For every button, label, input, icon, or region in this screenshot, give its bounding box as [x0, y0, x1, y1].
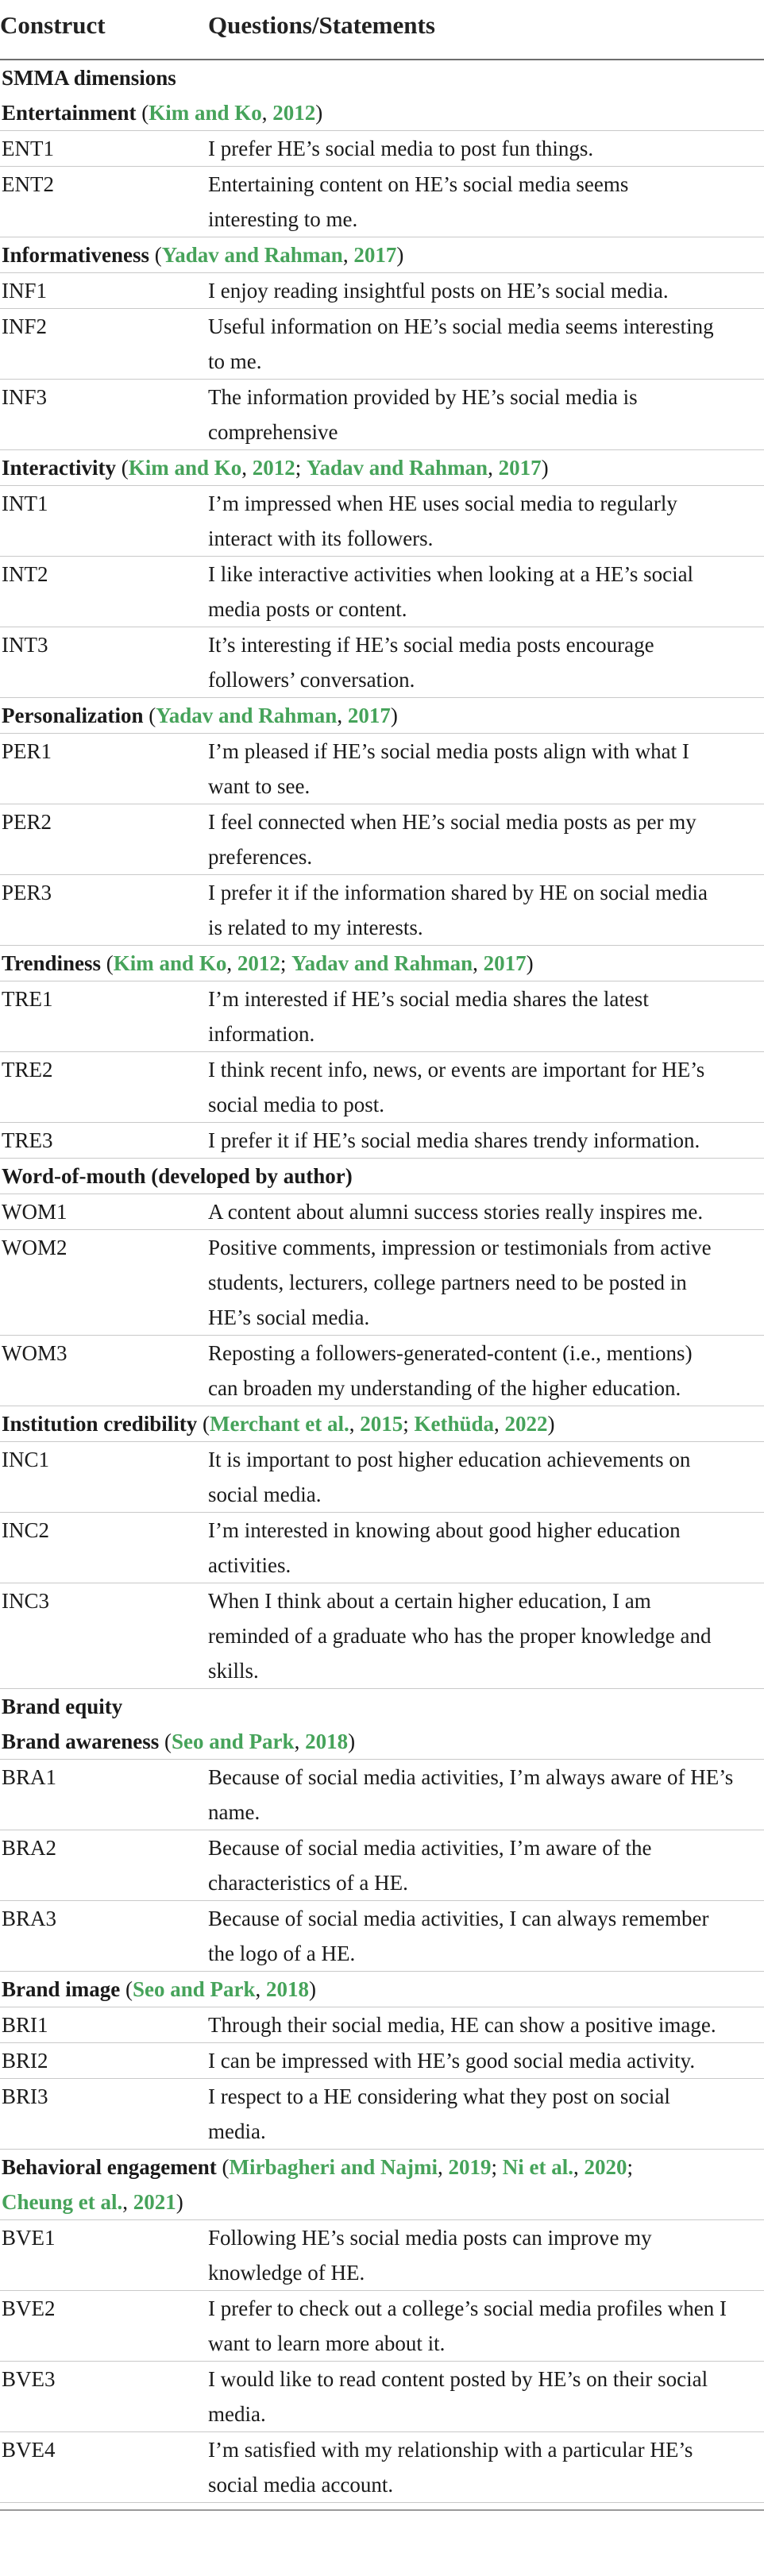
item-statement	[208, 309, 756, 379]
item-statement	[208, 1123, 756, 1158]
citation-authors: Yadav and Rahman	[161, 243, 343, 267]
group-name: Behavioral engagement	[2, 2155, 217, 2179]
item-code: BRI1	[2, 2013, 48, 2037]
statement-line: I’m satisfied with my relationship with a particular HE’s	[208, 2438, 693, 2462]
item-code: BVE2	[2, 2296, 56, 2320]
item-statement	[208, 1442, 756, 1512]
item-code: INF2	[2, 314, 48, 338]
statement-line: social media.	[208, 1483, 322, 1506]
group-name: Brand awareness	[2, 1730, 160, 1753]
item-row	[0, 804, 764, 875]
group-name: Brand image	[2, 1977, 121, 2001]
item-code: TRE2	[2, 1058, 53, 1082]
group-name: Trendiness	[2, 951, 102, 975]
citation-year: 2012	[237, 951, 280, 975]
statement-line: HE’s social media.	[208, 1305, 370, 1329]
item-code: ENT1	[2, 137, 54, 160]
item-code: ENT2	[2, 172, 54, 196]
statement-line: Reposting a followers-generated-content (i.e., mentions)	[208, 1341, 693, 1365]
item-row	[0, 2079, 764, 2150]
citation-year: 2018	[266, 1977, 310, 2001]
item-code: PER1	[2, 739, 52, 763]
citation-year: 2017	[498, 456, 542, 480]
statement-line: Because of social media activities, I’m always aware of HE’s	[208, 1765, 734, 1789]
group-name: Word-of-mouth (developed by author)	[2, 1164, 353, 1188]
citation-year: 2015	[360, 1412, 403, 1436]
item-statement	[208, 1901, 756, 1971]
item-code: WOM1	[2, 1200, 68, 1224]
statement-line: social media account.	[208, 2473, 394, 2497]
citation-authors: Kim and Ko	[113, 951, 227, 975]
table-body	[0, 60, 764, 2503]
statement-line: I can be impressed with HE’s good social media activity.	[208, 2049, 696, 2073]
statement-line: interact with its followers.	[208, 526, 434, 550]
citation-authors: Yadav and Rahman	[307, 456, 488, 480]
item-code: BRA3	[2, 1907, 57, 1930]
citation-authors: Cheung et al.	[2, 2190, 123, 2214]
statement-line: When I think about a certain higher education, I am	[208, 1589, 651, 1613]
statement-line: media.	[208, 2402, 266, 2426]
item-code: INF1	[2, 279, 48, 303]
item-row	[0, 1513, 764, 1583]
statement-line: followers’ conversation.	[208, 668, 415, 692]
header-questions: Questions/Statements	[208, 11, 435, 39]
item-row	[0, 2432, 764, 2503]
statement-line: the logo of a HE.	[208, 1942, 356, 1965]
statement-line: interesting to me.	[208, 207, 358, 231]
statement-line: want to see.	[208, 774, 311, 798]
citation-authors: Seo and Park	[133, 1977, 256, 2001]
group-heading	[0, 1159, 764, 1194]
citation-year: 2021	[133, 2190, 176, 2214]
statement-line: It is important to post higher education achievements on	[208, 1448, 691, 1471]
item-row	[0, 2362, 764, 2432]
item-code: INT2	[2, 562, 48, 586]
item-statement	[208, 557, 756, 627]
item-code: INT3	[2, 633, 48, 657]
item-code: BVE4	[2, 2438, 56, 2462]
citation-authors: Seo and Park	[172, 1730, 295, 1753]
statement-line: skills.	[208, 1659, 259, 1683]
item-code: PER2	[2, 810, 52, 834]
citation-authors: Kim and Ko	[149, 101, 262, 125]
item-row	[0, 1830, 764, 1901]
statement-line: I’m interested in knowing about good higher education	[208, 1518, 681, 1542]
item-code: BVE3	[2, 2367, 56, 2391]
table-header	[0, 0, 764, 60]
item-row	[0, 875, 764, 946]
statement-line: students, lecturers, college partners need to be posted in	[208, 1271, 687, 1294]
statement-line: I’m pleased if HE’s social media posts align with what I	[208, 739, 689, 763]
group-heading: Personalization (Yadav and Rahman, 2017)	[2, 704, 398, 727]
item-code: INC3	[2, 1589, 49, 1613]
item-row	[0, 2043, 764, 2079]
item-statement	[208, 1230, 756, 1335]
item-row	[0, 557, 764, 627]
item-statement	[208, 981, 756, 1051]
citation-authors: Merchant et al.	[210, 1412, 349, 1436]
item-code: BRI2	[2, 2049, 48, 2073]
statement-line: Following HE’s social media posts can improve my	[208, 2226, 652, 2250]
item-code: INT1	[2, 492, 48, 515]
item-statement	[208, 1513, 756, 1583]
item-statement	[208, 2220, 756, 2290]
item-statement	[208, 486, 756, 556]
statement-line: social media to post.	[208, 1093, 384, 1116]
statement-line: Through their social media, HE can show a positive image.	[208, 2013, 716, 2037]
statement-line: A content about alumni success stories really inspires me.	[208, 1200, 704, 1224]
item-row	[0, 1901, 764, 1972]
section-title: Brand equity	[2, 1695, 123, 1718]
item-statement	[208, 2043, 756, 2078]
group-heading: Brand image (Seo and Park, 2018)	[2, 1977, 317, 2001]
statement-line: I would like to read content posted by HE’s on their social	[208, 2367, 708, 2391]
item-row	[0, 1230, 764, 1336]
item-row	[0, 1583, 764, 1689]
item-code: INC2	[2, 1518, 49, 1542]
group-heading: Brand awareness (Seo and Park, 2018)	[2, 1730, 356, 1753]
item-code: BRI3	[2, 2084, 48, 2108]
group-heading: Institution credibility (Merchant et al., 2015; Kethüda, 2022)	[2, 1412, 555, 1436]
citation-year: 2020	[584, 2155, 627, 2179]
item-row	[0, 309, 764, 380]
item-statement	[208, 1760, 756, 1830]
statement-line: The information provided by HE’s social media is	[208, 385, 638, 409]
item-row	[0, 380, 764, 450]
item-row	[0, 1123, 764, 1159]
citation-year: 2017	[347, 704, 391, 727]
group-name: Informativeness	[2, 243, 149, 267]
statement-line: can broaden my understanding of the higher education.	[208, 1376, 681, 1400]
item-row	[0, 1759, 764, 1830]
citation-authors: Kethüda	[414, 1412, 495, 1436]
statement-line: Positive comments, impression or testimonials from active	[208, 1236, 712, 1259]
citation-year: 2017	[483, 951, 527, 975]
statement-line: I prefer it if HE’s social media shares trendy information.	[208, 1128, 700, 1152]
item-row	[0, 1194, 764, 1230]
group-name: Interactivity	[2, 456, 116, 480]
item-statement	[208, 2432, 756, 2502]
statement-line: I enjoy reading insightful posts on HE’s social media.	[208, 279, 669, 303]
citation-authors: Ni et al.	[502, 2155, 573, 2179]
item-statement	[208, 1583, 756, 1688]
item-row	[0, 2219, 764, 2291]
group-name: Entertainment	[2, 101, 137, 125]
item-row	[0, 485, 764, 557]
item-statement	[208, 380, 756, 449]
citation-authors: Yadav and Rahman	[291, 951, 473, 975]
citation-authors: Kim and Ko	[128, 456, 242, 480]
group-name: Institution credibility	[2, 1412, 198, 1436]
statement-line: Useful information on HE’s social media seems interesting	[208, 314, 714, 338]
item-code: INC1	[2, 1448, 49, 1471]
citation-authors: Yadav and Rahman	[156, 704, 338, 727]
table-end-rule	[0, 2503, 764, 2511]
citation-authors: Mirbagheri and Najmi	[229, 2155, 438, 2179]
statement-line: I prefer HE’s social media to post fun things.	[208, 137, 594, 160]
item-code: INF3	[2, 385, 48, 409]
item-row	[0, 733, 764, 804]
citation-year: 2019	[448, 2155, 492, 2179]
statement-line: I like interactive activities when looking at a HE’s social	[208, 562, 694, 586]
item-statement	[208, 875, 756, 945]
statement-line: I respect to a HE considering what they post on social	[208, 2084, 670, 2108]
item-code: WOM3	[2, 1341, 68, 1365]
statement-line: It’s interesting if HE’s social media posts encourage	[208, 633, 654, 657]
item-statement	[208, 1194, 756, 1229]
item-code: PER3	[2, 881, 52, 904]
item-statement	[208, 2291, 756, 2361]
statement-line: I feel connected when HE’s social media posts as per my	[208, 810, 696, 834]
section-title: SMMA dimensions	[2, 66, 176, 90]
item-statement	[208, 804, 756, 874]
statement-line: comprehensive	[208, 420, 338, 444]
item-code: TRE1	[2, 987, 53, 1011]
item-row	[0, 167, 764, 237]
statement-line: Because of social media activities, I’m aware of the	[208, 1836, 652, 1860]
item-row	[0, 130, 764, 167]
statement-line: preferences.	[208, 845, 313, 869]
item-row	[0, 272, 764, 309]
item-statement	[208, 2007, 756, 2042]
statement-line: media.	[208, 2119, 266, 2143]
statement-line: I think recent info, news, or events are important for HE’s	[208, 1058, 705, 1082]
item-statement	[208, 273, 756, 308]
item-code: TRE3	[2, 1128, 53, 1152]
statement-line: I’m impressed when HE uses social media to regularly	[208, 492, 677, 515]
statement-line: reminded of a graduate who has the proper knowledge and	[208, 1624, 712, 1648]
item-statement	[208, 1052, 756, 1122]
group-name: Personalization	[2, 704, 144, 727]
header-construct: Construct	[0, 11, 106, 39]
item-row	[0, 1336, 764, 1406]
item-row	[0, 1441, 764, 1513]
statement-line: I prefer to check out a college’s social media profiles when I	[208, 2296, 727, 2320]
group-heading: Informativeness (Yadav and Rahman, 2017)	[2, 243, 404, 267]
item-row	[0, 627, 764, 698]
group-heading: Behavioral engagement (Mirbagheri and Najmi, 2019; Ni et al., 2020; Cheung et al., 2021)	[2, 2155, 633, 2214]
item-statement	[208, 734, 756, 804]
item-code: BRA2	[2, 1836, 57, 1860]
item-row	[0, 981, 764, 1052]
group-heading: Trendiness (Kim and Ko, 2012; Yadav and Rahman, 2017)	[2, 951, 534, 975]
item-statement	[208, 2362, 756, 2431]
statement-line: name.	[208, 1800, 260, 1824]
item-code: WOM2	[2, 1236, 68, 1259]
item-statement	[208, 167, 756, 237]
statement-line: I prefer it if the information shared by HE on social media	[208, 881, 708, 904]
statement-line: Entertaining content on HE’s social media seems	[208, 172, 629, 196]
statement-line: is related to my interests.	[208, 916, 423, 939]
item-row	[0, 2291, 764, 2362]
statement-line: to me.	[208, 349, 262, 373]
statement-line: media posts or content.	[208, 597, 407, 621]
item-row	[0, 1052, 764, 1123]
item-row	[0, 2007, 764, 2043]
citation-year: 2017	[353, 243, 397, 267]
citation-year: 2018	[305, 1730, 349, 1753]
item-code: BVE1	[2, 2226, 56, 2250]
item-statement	[208, 627, 756, 697]
citation-year: 2022	[504, 1412, 548, 1436]
item-statement	[208, 2079, 756, 2149]
statement-line: Because of social media activities, I can always remember	[208, 1907, 709, 1930]
group-heading: Entertainment (Kim and Ko, 2012)	[2, 101, 323, 125]
statement-line: I’m interested if HE’s social media shares the latest	[208, 987, 649, 1011]
statement-line: want to learn more about it.	[208, 2331, 446, 2355]
item-statement	[208, 131, 756, 166]
item-statement	[208, 1830, 756, 1900]
statement-line: activities.	[208, 1553, 291, 1577]
item-statement	[208, 1336, 756, 1406]
item-code: BRA1	[2, 1765, 57, 1789]
group-heading: Interactivity (Kim and Ko, 2012; Yadav and Rahman, 2017)	[2, 456, 549, 480]
citation-year: 2012	[252, 456, 295, 480]
statement-line: knowledge of HE.	[208, 2261, 365, 2285]
statement-line: information.	[208, 1022, 315, 1046]
statement-line: characteristics of a HE.	[208, 1871, 408, 1895]
citation-year: 2012	[272, 101, 316, 125]
